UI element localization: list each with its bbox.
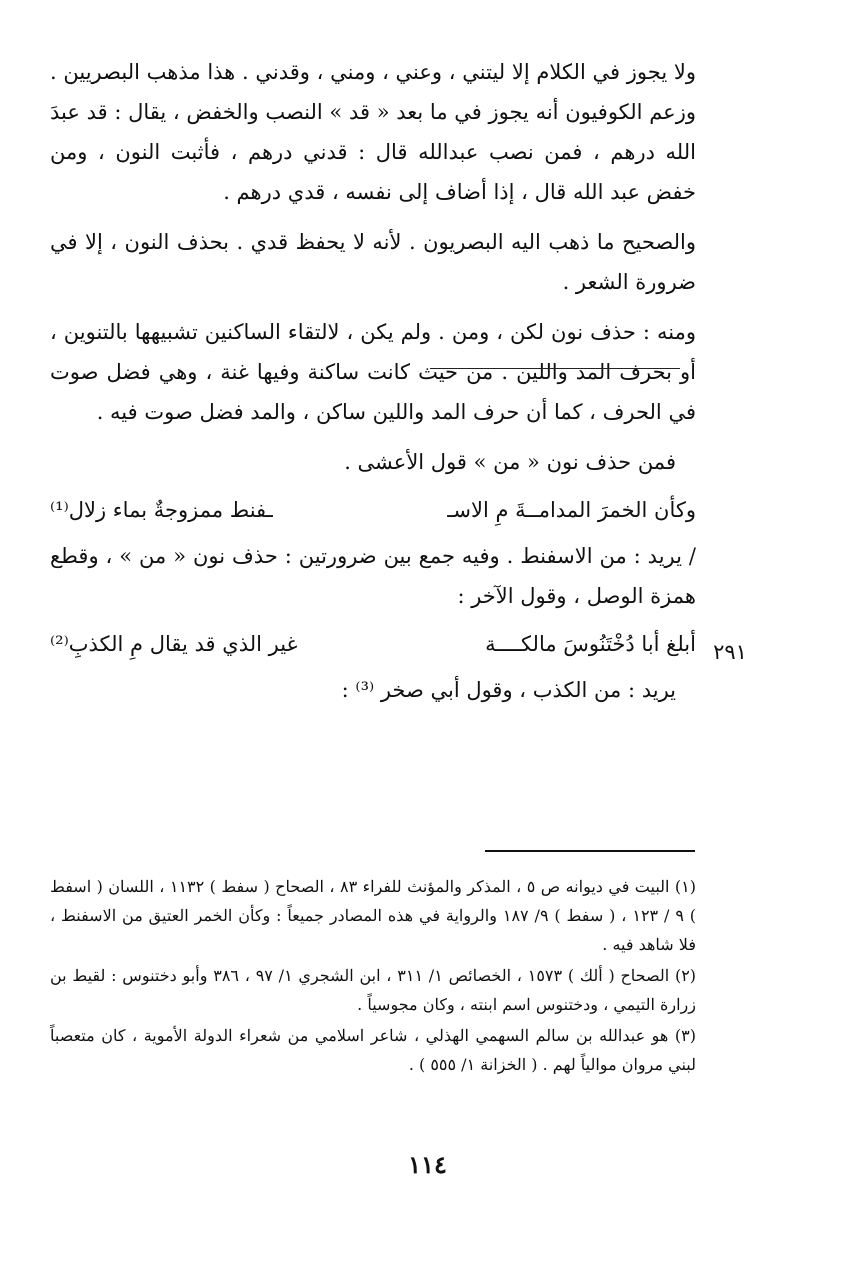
paragraph-correct-view: والصحيح ما ذهب اليه البصريون . لأنه لا يحفظ قدي . بحذف النون ، إلا في ضرورة الشعر . [50,230,696,294]
paragraph-abu-sakhr: يريد : من الكذب ، وقول أبي صخر ⁽³⁾ : [341,678,676,702]
footnote-1: (١) البيت في ديوانه ص ٥ ، المذكر والمؤنث للفراء ٨٣ ، الصحاح ( سفط ) ١١٣٢ ، اللسان ( اسفط ) ٩ / ١٢٣ ، ( سفط ) ٩/ ١٨٧ والرواية في هذه المصادر جميعاً : وكأن الخمر العتيق من الاسفنط ، فلا شاهد فيه . [50,877,697,954]
footnote-separator [485,850,695,852]
verse-dukhtanus-first-hemistich: أبلغ أبا دُخْتَنُوسَ مالكــــة [485,632,696,656]
paragraph-qad: ولا يجوز في الكلام إلا ليتني ، وعني ، ومني ، وقدني . هذا مذهب البصريين . وزعم الكوفيون أنه يجوز في ما بعد « قد » النصب والخفض ، يقال : قد عبدَ الله درهم ، فمن نصب عبدالله قال : قدني درهم ، فأثبت النون ، ومن خفض عبد الله قال ، إذا أضاف إلى نفسه ، قدي درهم . [50,60,696,204]
verse-dukhtanus-second-hemistich: غير الذي قد يقال مِ الكذبِ⁽²⁾ [50,632,298,656]
verse-asha-second-hemistich: ـفنط ممزوجةٌ بماء زلال⁽¹⁾ [50,498,273,522]
verse-asha [50,490,696,530]
paragraph-asha-intro: فمن حذف نون « من » قول الأعشى . [344,450,676,474]
paragraph-nun-deletion: ومنه : حذف نون لكن ، ومن . ولم يكن ، لالتقاء الساكنين تشبيهها بالتنوين ، أو بحرف المد واللين . من حيث كانت ساكنة وفيها غنة ، وهي فضل صوت في الحرف ، كما أن حرف المد واللين ساكن ، والمد فضل صوت فيه . [50,320,696,424]
page-number: ١١٤ [408,1150,447,1179]
footnotes [50,872,696,1081]
footnote-2: (٢) الصحاح ( ألك ) ١٥٧٣ ، الخصائص ١/ ٣١١ ، ابن الشجري ١/ ٩٧ ، ٣٨٦ وأبو دختنوس : لقيط بن زرارة التيمي ، ودختنوس اسم ابنته ، وكان مجوسياً . [50,966,697,1014]
marginal-number: ٢٩١ [713,640,747,664]
verse-asha-first-hemistich: وكأن الخمرَ المدامــةَ مِ الاسـ [447,498,696,522]
main-text [50,52,696,716]
paragraph-isfint: / يريد : من الاسفنط . وفيه جمع بين ضرورتين : حذف نون « من » ، وقطع همزة الوصل ، وقول الآخر : [50,544,696,608]
footnote-3: (٣) هو عبدالله بن سالم السهمي الهذلي ، شاعر اسلامي من شعراء الدولة الأموية ، كان متعصباً لبني مروان موالياً لهم . ( الخزانة ١/ ٥٥٥ ) . [50,1026,696,1074]
handwritten-underline [430,368,680,369]
verse-dukhtanus [50,624,696,664]
